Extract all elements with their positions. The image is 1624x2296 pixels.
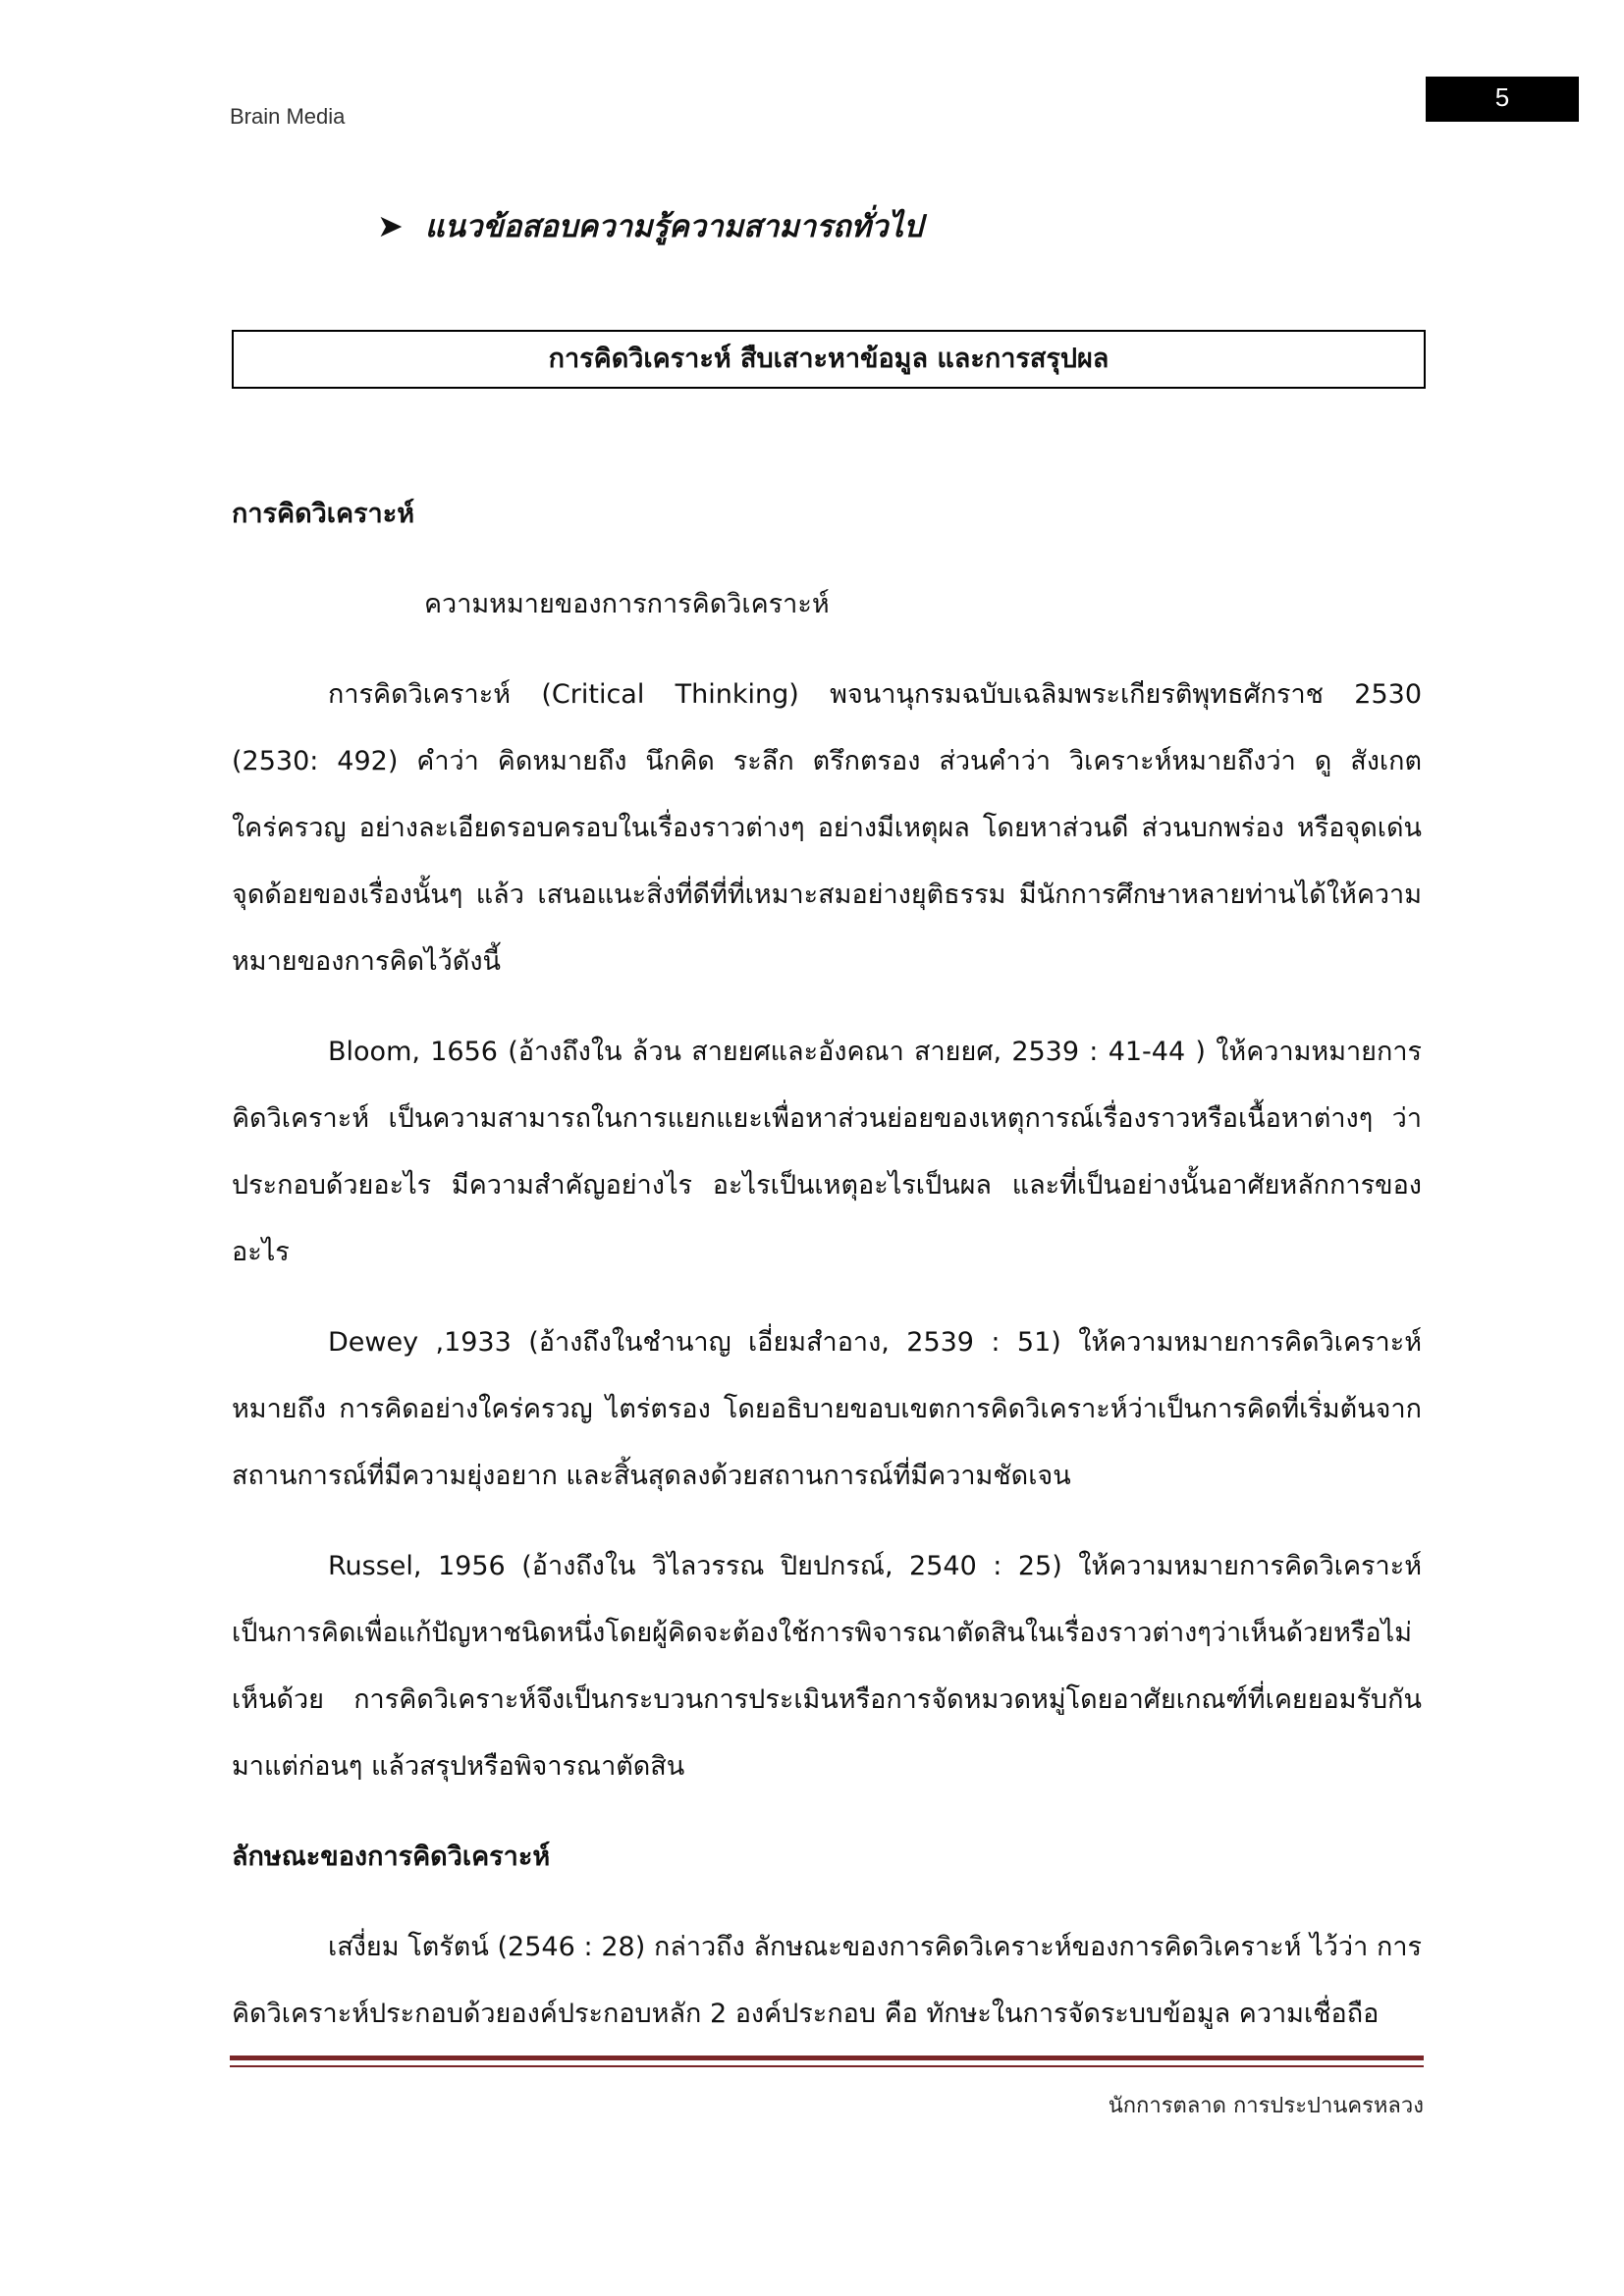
- section-heading: [377, 201, 923, 250]
- footer-rule-thin: [230, 2065, 1424, 2067]
- paragraph-bloom: Bloom, 1656 (อ้างถึงใน ล้วน สายยศและอังคณา สายยศ, 2539 : 41-44 ) ให้ความหมายการคิดวิเคราะห์ เป็นความสามารถในการแยกแยะเพื่อหาส่วนย่อยของเหตุการณ์เรื่องราวหรือเนื้อหาต่างๆ ว่าประกอบด้วยอะไร มีความสำคัญอย่างไร อะไรเป็นเหตุอะไรเป็นผล และที่เป็นอย่างนั้นอาศัยหลักการของอะไร: [232, 1037, 1422, 1267]
- paragraph-definition: การคิดวิเคราะห์ (Critical Thinking) พจนานุกรมฉบับเฉลิมพระเกียรติพุทธศักราช 2530 (2530: 492) คำว่า คิดหมายถึง นึกคิด ระลึก ตรึกตรอง ส่วนคำว่า วิเคราะห์หมายถึงว่า ดู สังเกต ใคร่ครวญ อย่างละเอียดรอบครอบในเรื่องราวต่างๆ อย่างมีเหตุผล โดยหาส่วนดี ส่วนบกพร่อง หรือจุดเด่นจุดด้อยของเรื่องนั้นๆ แล้ว เสนอแนะสิ่งที่ดีที่ที่เหมาะสมอย่างยุติธรรม มีนักการศึกษาหลายท่านได้ให้ความหมายของการคิดไว้ดังนี้: [232, 679, 1422, 977]
- heading-critical-thinking: การคิดวิเคราะห์: [232, 499, 415, 529]
- heading-characteristics: ลักษณะของการคิดวิเคราะห์: [232, 1842, 551, 1872]
- paragraph-dewey: Dewey ,1933 (อ้างถึงในชำนาญ เอี่ยมสำอาง, 2539 : 51) ให้ความหมายการคิดวิเคราะห์ หมายถึง การคิดอย่างใคร่ครวญ ไตร่ตรอง โดยอธิบายขอบเขตการคิดวิเคราะห์ว่าเป็นการคิดที่เริ่มต้นจากสถานการณ์ที่มีความยุ่งอยาก และสิ้นสุดลงด้วยสถานการณ์ที่มีความชัดเจน: [232, 1327, 1422, 1491]
- title-box: การคิดวิเคราะห์ สืบเสาะหาข้อมูล และการสรุปผล: [232, 330, 1426, 389]
- header-brand: Brain Media: [230, 104, 346, 129]
- page-number-badge: 5: [1426, 77, 1579, 122]
- section-heading-text: แนวข้อสอบความรู้ความสามารถทั่วไป: [424, 209, 923, 244]
- subheading-meaning: ความหมายของการการคิดวิเคราะห์: [424, 589, 830, 619]
- footer-rule: [230, 2056, 1424, 2060]
- paragraph-russel: Russel, 1956 (อ้างถึงใน วิไลวรรณ ปิยปกรณ์, 2540 : 25) ให้ความหมายการคิดวิเคราะห์เป็นการคิดเพื่อแก้ปัญหาชนิดหนึ่งโดยผู้คิดจะต้องใช้การพิจารณาตัดสินในเรื่องราวต่างๆว่าเห็นด้วยหรือไม่เห็นด้วย การคิดวิเคราะห์จึงเป็นกระบวนการประเมินหรือการจัดหมวดหมู่โดยอาศัยเกณฑ์ที่เคยยอมรับกันมาแต่ก่อนๆ แล้วสรุปหรือพิจารณาตัดสิน: [232, 1551, 1422, 1782]
- document-body: [232, 481, 1422, 2048]
- footer-text: นักการตลาด การประปานครหลวง: [1108, 2094, 1424, 2118]
- paragraph-sangiam: เสงี่ยม โตรัตน์ (2546 : 28) กล่าวถึง ลักษณะของการคิดวิเคราะห์ของการคิดวิเคราะห์ ไว้ว่า การคิดวิเคราะห์ประกอบด้วยองค์ประกอบหลัก 2 องค์ประกอบ คือ ทักษะในการจัดระบบข้อมูล ความเชื่อถือ: [232, 1932, 1422, 2029]
- arrow-bullet-icon: ➤: [377, 207, 404, 244]
